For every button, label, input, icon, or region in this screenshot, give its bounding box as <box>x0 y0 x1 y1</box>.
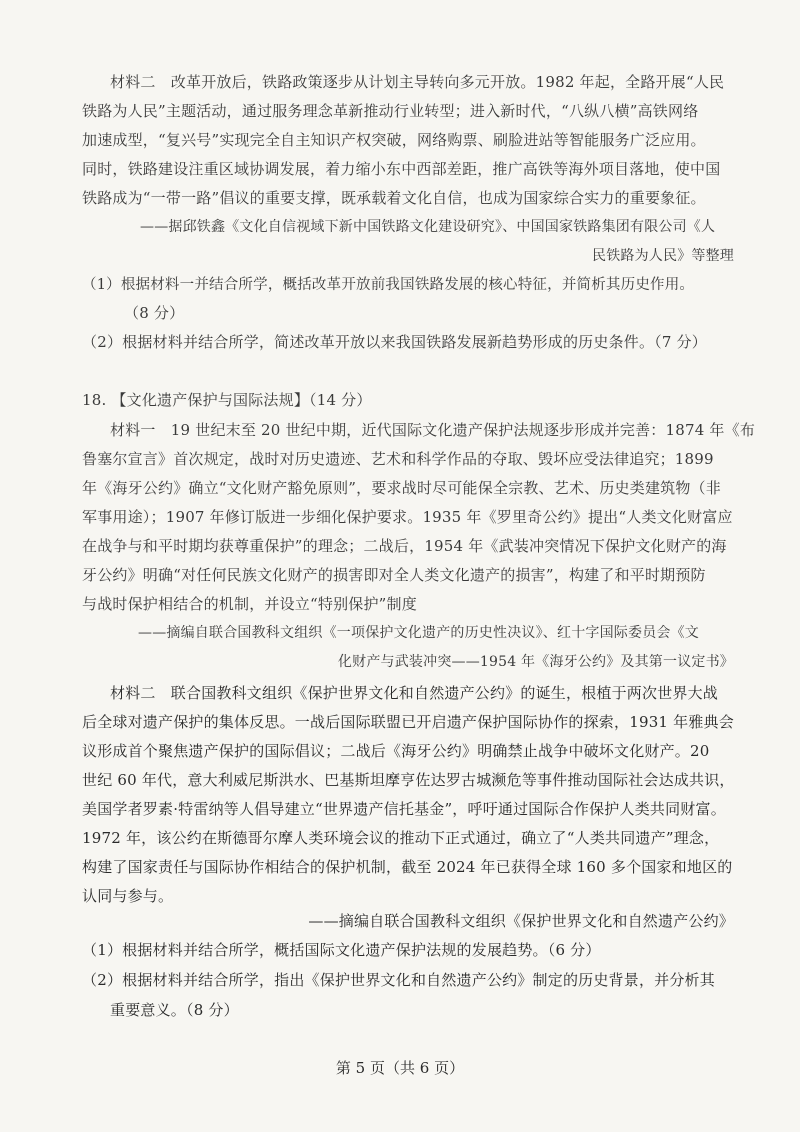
heritage-material-1-line: 年《海牙公约》确立“文化财产豁免原则”，要求战时尽可能保全宗教、艺术、历史类建筑物（非 <box>82 479 721 497</box>
heritage-material-2-line: 美国学者罗素·特雷纳等人倡导建立“世界遗产信托基金”，呼吁通过国际合作保护人类共同财富。 <box>82 800 726 818</box>
heritage-material-1-line: 在战争与和平时期均获尊重保护”的理念；二战后，1954 年《武装冲突情况下保护文化财产的海 <box>82 537 727 555</box>
heritage-material-1-line: 牙公约》明确“对任何民族文化财产的损害即对全人类文化遗产的损害”，构建了和平时期预防 <box>82 566 706 584</box>
heritage-material-2-line: 材料二 联合国教科文组织《保护世界文化和自然遗产公约》的诞生，根植于两次世界大战 <box>110 684 719 702</box>
heritage-material-2-line: 构建了国家责任与国际协作相结合的保护机制，截至 2024 年已获得全球 160 多个国家和地区的 <box>82 858 733 876</box>
heritage-material-2-line: 1972 年，该公约在斯德哥尔摩人类环境会议的推动下正式通过，确立了“人类共同遗产”理念， <box>82 829 720 847</box>
heritage-material-1-source-cont: 化财产与武装冲突——1954 年《海牙公约》及其第一议定书》 <box>337 654 734 670</box>
question-18-2: （2）根据材料并结合所学，指出《保护世界文化和自然遗产公约》制定的历史背景，并分析其 <box>82 971 715 989</box>
question-17-1: （1）根据材料一并结合所学，概括改革开放前我国铁路发展的核心特征，并简析其历史作用。 <box>82 277 695 293</box>
heritage-material-2-source: ——摘编自联合国教科文组织《保护世界文化和自然遗产公约》 <box>308 912 734 930</box>
railway-material-line: 材料二 改革开放后，铁路政策逐步从计划主导转向多元开放。1982 年起，全路开展“人民 <box>110 73 725 91</box>
railway-source-citation: ——据邱铁鑫《文化自信视域下新中国铁路文化建设研究》、中国国家铁路集团有限公司《人 <box>140 219 716 235</box>
question-17-1-points: （8 分） <box>124 304 185 322</box>
question-17-2: （2）根据材料并结合所学，简述改革开放以来我国铁路发展新趋势形成的历史条件。（7 分） <box>82 333 707 351</box>
question-18-2-cont: 重要意义。（8 分） <box>110 1001 239 1019</box>
question-18-1: （1）根据材料并结合所学，概括国际文化遗产保护法规的发展趋势。（6 分） <box>82 941 601 959</box>
question-18-heading: 18. 【文化遗产保护与国际法规】（14 分） <box>82 391 372 409</box>
railway-material-line: 铁路为人民”主题活动，通过服务理念革新推动行业转型；进入新时代，“八纵八横”高铁网络 <box>82 102 699 120</box>
heritage-material-1-line: 材料一 19 世纪末至 20 世纪中期，近代国际文化遗产保护法规逐步形成并完善：1874 年《布 <box>110 421 756 439</box>
heritage-material-1-line: 鲁塞尔宣言》首次规定，战时对历史遗迹、艺术和科学作品的夺取、毁坏应受法律追究；1899 <box>82 450 714 468</box>
railway-source-citation-cont: 民铁路为人民》等整理 <box>592 248 734 264</box>
heritage-material-1-line: 军事用途）；1907 年修订版进一步细化保护要求。1935 年《罗里奇公约》提出“人类文化财富应 <box>82 508 733 526</box>
heritage-material-2-line: 后全球对遗产保护的集体反思。一战后国际联盟已开启遗产保护国际协作的探索，1931 年雅典会 <box>82 713 734 731</box>
railway-material-line: 铁路成为“一带一路”倡议的重要支撑，既承载着文化自信，也成为国家综合实力的重要象征。 <box>82 189 706 207</box>
page-number: 第 5 页（共 6 页） <box>335 1059 465 1077</box>
heritage-material-1-source: ——摘编自联合国教科文组织《一项保护文化遗产的历史性决议》、红十字国际委员会《文 <box>138 625 699 641</box>
heritage-material-2-line: 议形成首个聚焦遗产保护的国际倡议；二战后《海牙公约》明确禁止战争中破坏文化财产。20 <box>82 742 710 760</box>
heritage-material-1-line: 与战时保护相结合的机制，并设立“特别保护”制度 <box>82 595 417 613</box>
railway-material-line: 加速成型，“复兴号”实现完全自主知识产权突破，网络购票、刷脸进站等智能服务广泛应用。 <box>82 131 706 149</box>
heritage-material-2-line: 世纪 60 年代，意大利威尼斯洪水、巴基斯坦摩亨佐达罗古城濒危等事件推动国际社会达成共识， <box>82 771 735 789</box>
heritage-material-2-line: 认同与参与。 <box>82 887 174 905</box>
railway-material-line: 同时，铁路建设注重区域协调发展，着力缩小东中西部差距，推广高铁等海外项目落地，使中国 <box>82 160 721 178</box>
